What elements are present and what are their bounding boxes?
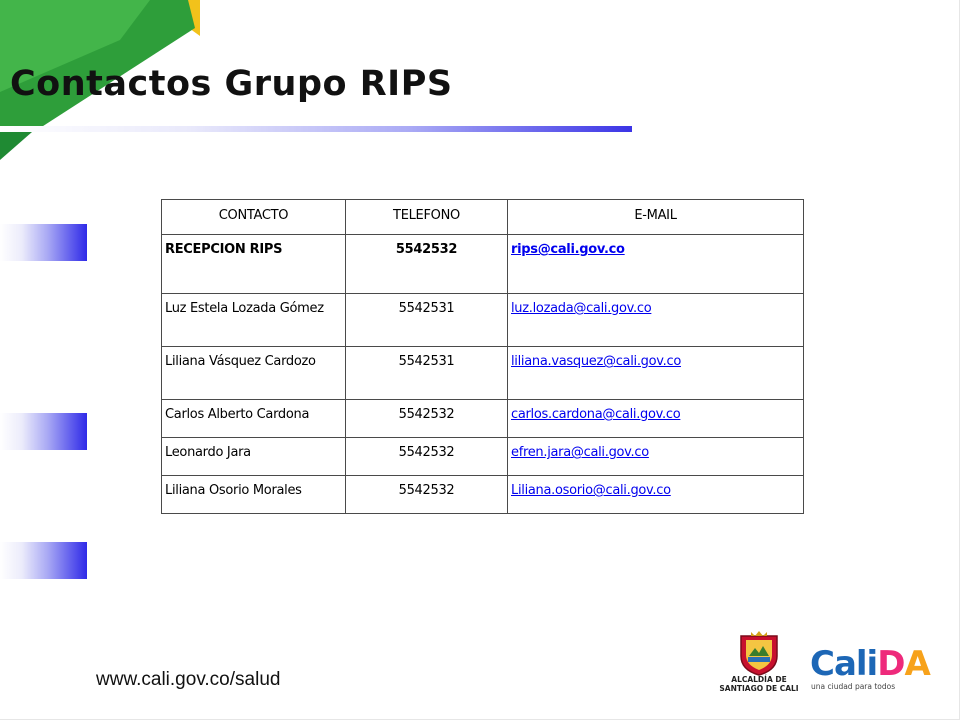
calida-logo [808,644,933,694]
side-bar-decoration [0,542,87,579]
table-row [162,235,804,294]
table-row [162,294,804,347]
alcaldia-logo [716,630,802,696]
column-header-email: E-MAIL [508,200,804,235]
contact-email-cell [508,294,804,347]
contact-phone: 5542532 [346,476,508,514]
alcaldia-caption-line1: ALCALDÍA DE [731,675,787,684]
side-bar-decoration [0,224,87,261]
footer-url: www.cali.gov.co/salud [96,669,281,690]
contact-name: Leonardo Jara [162,438,346,476]
email-link[interactable]: Liliana.osorio@cali.gov.co [511,483,671,498]
calida-wordmark-part: D [877,644,905,684]
contact-name: Liliana Osorio Morales [162,476,346,514]
calida-wordmark [810,644,930,684]
contact-email-cell [508,235,804,294]
column-header-contact: CONTACTO [162,200,346,235]
side-bar-decoration [0,413,87,450]
column-header-phone: TELEFONO [346,200,508,235]
city-crest-icon [737,630,781,676]
contact-name: Carlos Alberto Cardona [162,400,346,438]
title-underline [0,126,632,132]
contact-email-cell [508,347,804,400]
calida-wordmark-part: A [904,644,930,684]
contact-name: Liliana Vásquez Cardozo [162,347,346,400]
contact-phone: 5542532 [346,235,508,294]
email-link[interactable]: carlos.cardona@cali.gov.co [511,407,681,422]
table-row [162,347,804,400]
contacts-table [161,199,804,514]
calida-wordmark-part: Cali [810,644,878,684]
alcaldia-caption-line2: SANTIAGO DE CALI [719,684,799,693]
calida-tagline: una ciudad para todos [811,682,896,691]
email-link[interactable]: efren.jara@cali.gov.co [511,445,649,460]
contact-phone: 5542531 [346,347,508,400]
table-header-row [162,200,804,235]
table-row [162,476,804,514]
contact-email-cell [508,438,804,476]
contact-phone: 5542532 [346,400,508,438]
contact-email-cell [508,476,804,514]
contact-email-cell [508,400,804,438]
contact-phone: 5542532 [346,438,508,476]
page-title: Contactos Grupo RIPS [10,64,453,104]
email-link[interactable]: luz.lozada@cali.gov.co [511,301,652,316]
contact-name: Luz Estela Lozada Gómez [162,294,346,347]
email-link[interactable]: liliana.vasquez@cali.gov.co [511,354,681,369]
table-row [162,400,804,438]
contact-name: RECEPCION RIPS [162,235,346,294]
email-link[interactable]: rips@cali.gov.co [511,242,625,257]
table-row [162,438,804,476]
contact-phone: 5542531 [346,294,508,347]
